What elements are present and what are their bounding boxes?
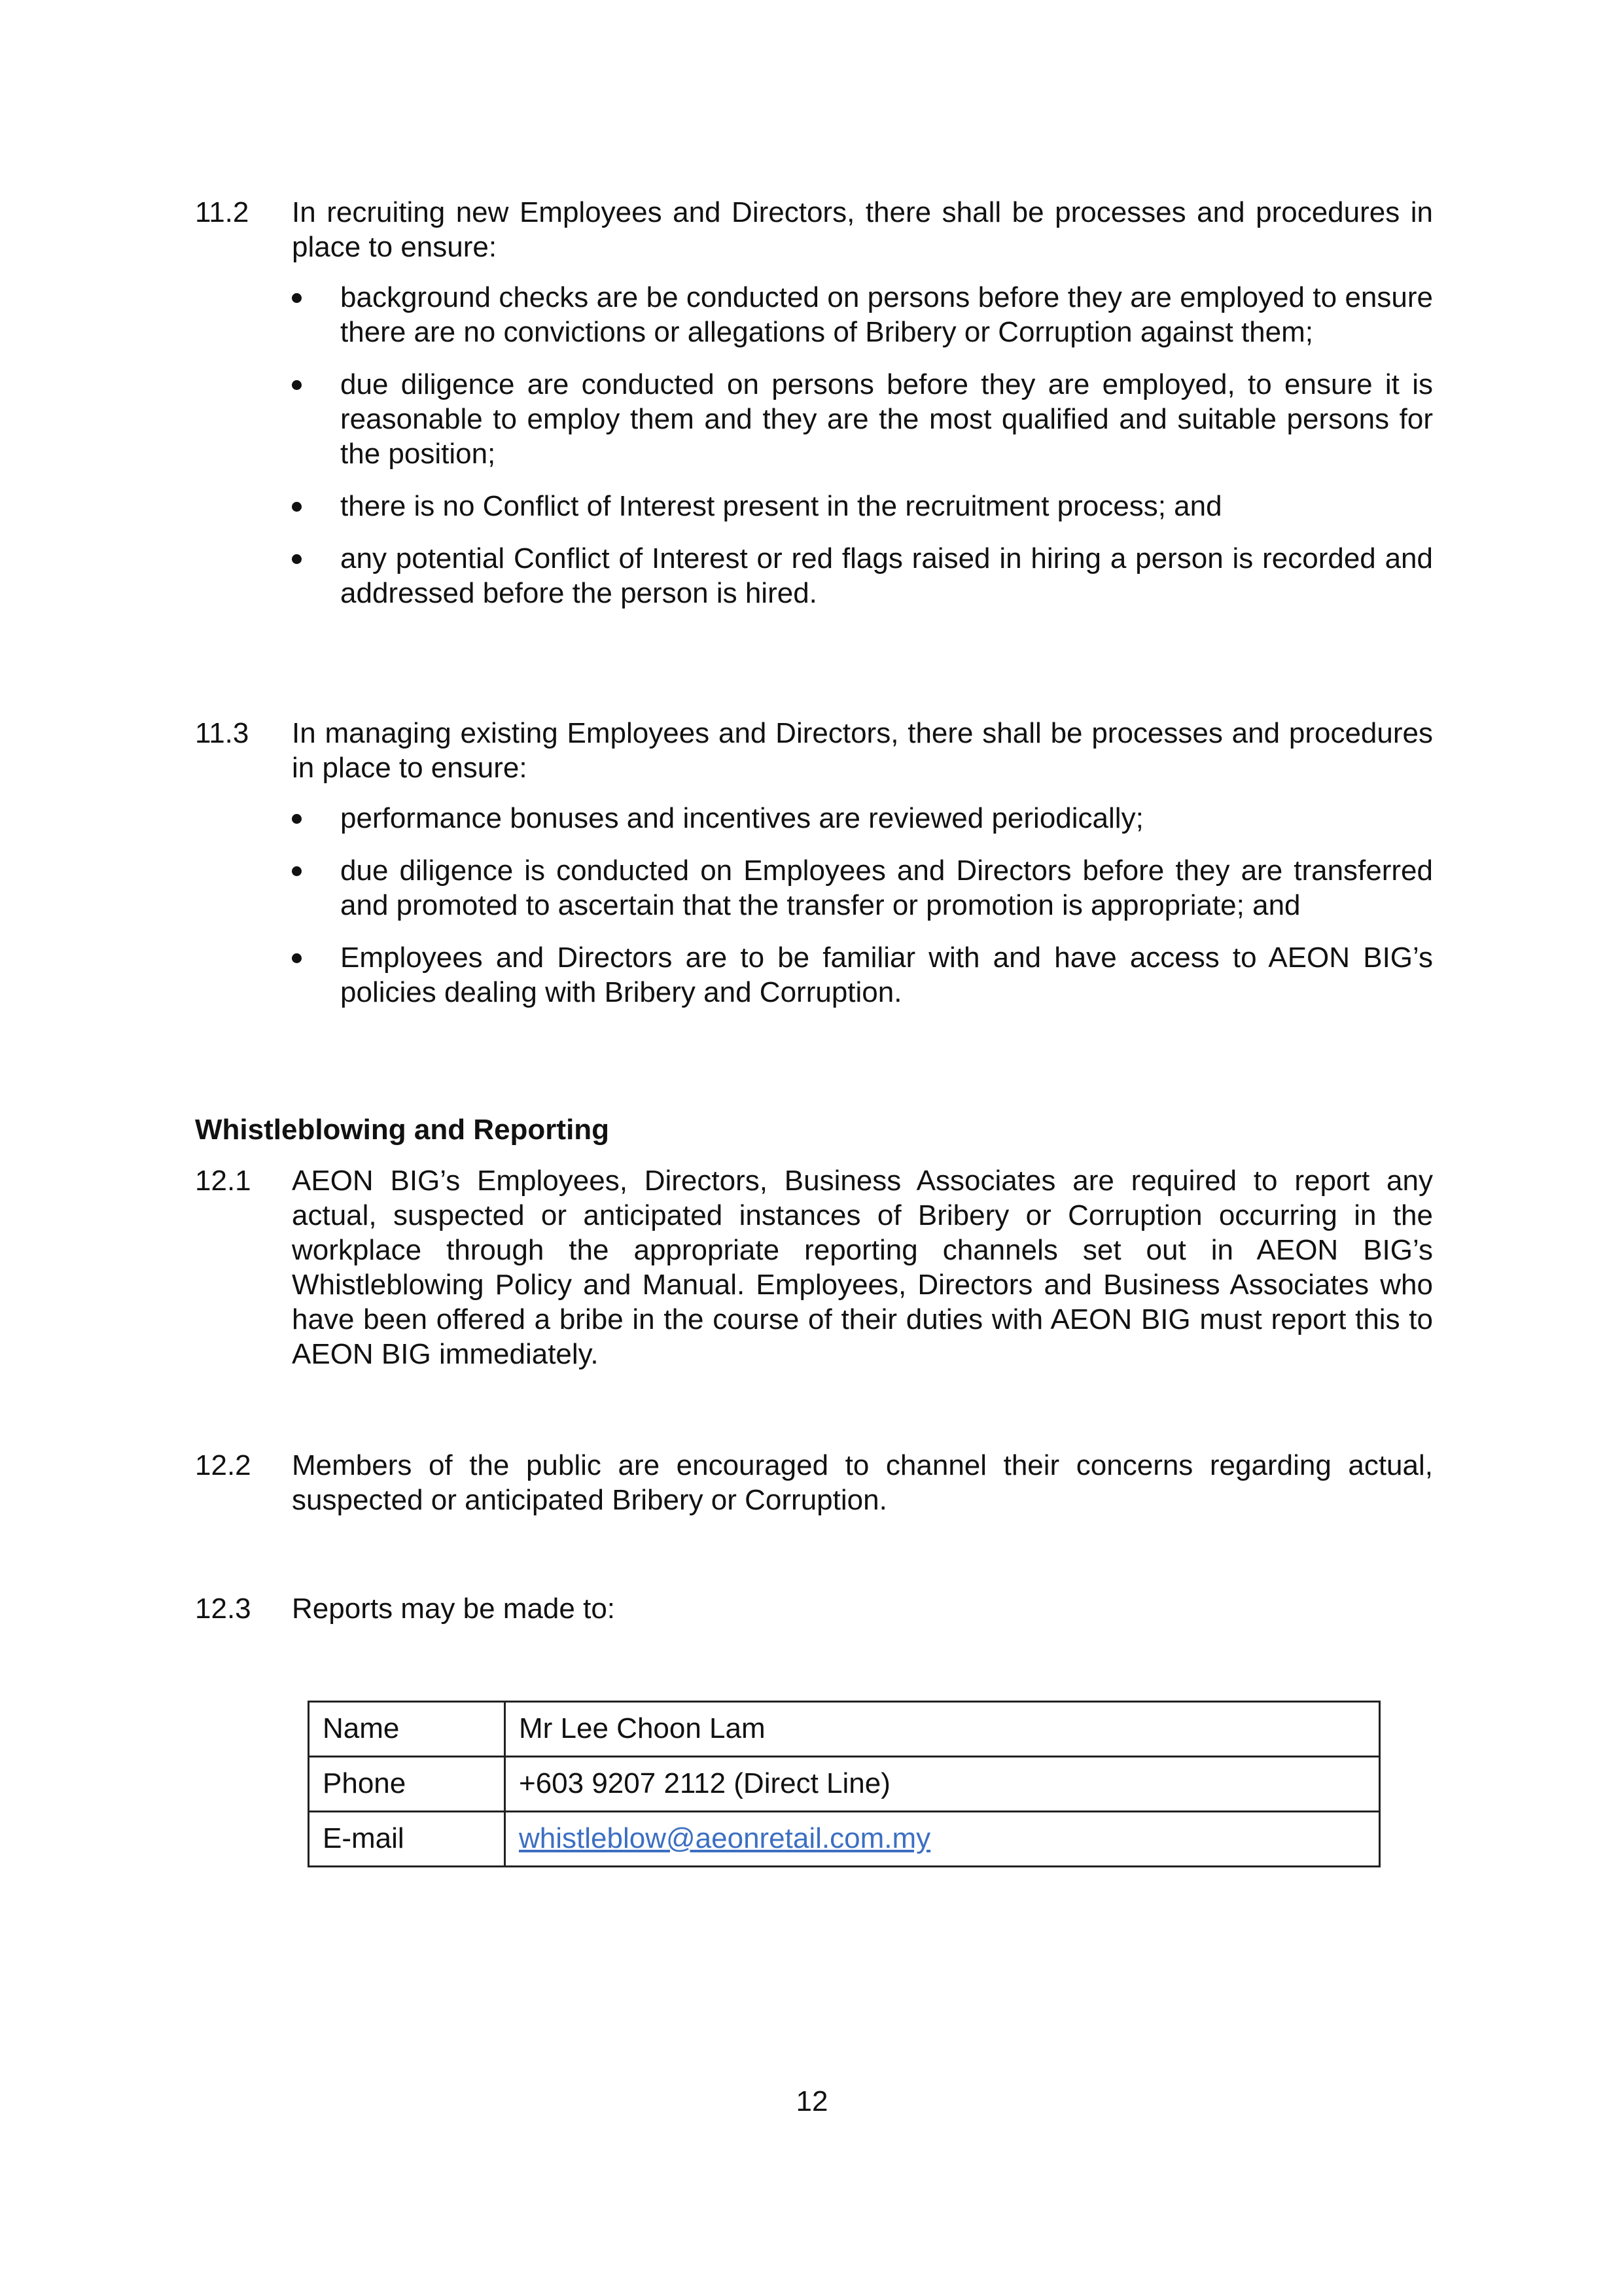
contact-value-name: Mr Lee Choon Lam: [505, 1702, 1380, 1757]
list-item-text: Employees and Directors are to be familiar with and have access to AEON BIG’s policies dealing with Bribery and Corruption.: [340, 942, 1433, 1008]
table-row: [309, 1757, 1380, 1812]
list-item: [292, 280, 1433, 349]
clause-number: 12.1: [195, 1165, 251, 1197]
list-item: [292, 541, 1433, 610]
clause-11-2: [195, 195, 1433, 628]
bullet-icon: [292, 554, 302, 564]
bullet-list: [292, 280, 1433, 610]
table-row: [309, 1812, 1380, 1867]
clause-number: 11.3: [195, 717, 249, 749]
section-heading-whistleblowing: Whistleblowing and Reporting: [195, 1114, 610, 1146]
list-item: [292, 367, 1433, 471]
clause-number: 11.2: [195, 196, 249, 228]
clause-text: Reports may be made to:: [292, 1593, 616, 1625]
list-item: [292, 940, 1433, 1010]
email-link[interactable]: whistleblow@aeonretail.com.my: [519, 1822, 931, 1854]
bullet-icon: [292, 502, 302, 512]
clause-12-1: [195, 1163, 1433, 1371]
page-number: 12: [796, 2085, 828, 2117]
clause-12-2: [195, 1448, 1433, 1517]
bullet-icon: [292, 866, 302, 876]
list-item-text: due diligence are conducted on persons before they are employed, to ensure it is reasonable to employ them and they are the most qualified and suitable persons for the position;: [340, 368, 1433, 470]
clause-text: Members of the public are encouraged to channel their concerns regarding actual, suspected or anticipated Bribery or Corruption.: [292, 1449, 1433, 1516]
clause-12-3: [195, 1591, 1433, 1626]
list-item-text: due diligence is conducted on Employees and Directors before they are transferred and promoted to ascertain that the transfer or promotion is appropriate; and: [340, 855, 1433, 921]
clause-intro: In recruiting new Employees and Directors, there shall be processes and procedures in place to ensure:: [292, 196, 1433, 263]
list-item-text: any potential Conflict of Interest or red flags raised in hiring a person is recorded and addressed before the person is hired.: [340, 542, 1433, 609]
list-item: [292, 853, 1433, 923]
clause-number: 12.2: [195, 1449, 251, 1481]
contact-value-phone: +603 9207 2112 (Direct Line): [505, 1757, 1380, 1812]
list-item-text: background checks are be conducted on persons before they are employed to ensure there are no convictions or allegations of Bribery or Corruption against them;: [340, 281, 1433, 348]
contact-label-email: E-mail: [309, 1812, 505, 1867]
list-item-text: there is no Conflict of Interest present in the recruitment process; and: [340, 490, 1222, 522]
bullet-icon: [292, 953, 302, 963]
table-row: [309, 1702, 1380, 1757]
list-item: [292, 801, 1433, 836]
contact-table: [308, 1701, 1381, 1867]
bullet-list: [292, 801, 1433, 1010]
clause-intro: In managing existing Employees and Directors, there shall be processes and procedures in place to ensure:: [292, 717, 1433, 784]
contact-label-phone: Phone: [309, 1757, 505, 1812]
bullet-icon: [292, 814, 302, 824]
list-item-text: performance bonuses and incentives are reviewed periodically;: [340, 802, 1144, 834]
clause-11-3: [195, 716, 1433, 1027]
clause-text: AEON BIG’s Employees, Directors, Business Associates are required to report any actual, suspected or anticipated instances of Bribery or Corruption occurring in the workplace through the appropriate reporting channels set out in AEON BIG’s Whistleblowing Policy and Manual. Employees, Directors and Business Associates who have been offered a bribe in the course of their duties with AEON BIG must report this to AEON BIG immediately.: [292, 1165, 1433, 1370]
bullet-icon: [292, 380, 302, 390]
clause-number: 12.3: [195, 1593, 251, 1625]
contact-label-name: Name: [309, 1702, 505, 1757]
contact-value-email: [505, 1812, 1380, 1867]
bullet-icon: [292, 293, 302, 303]
list-item: [292, 489, 1433, 523]
